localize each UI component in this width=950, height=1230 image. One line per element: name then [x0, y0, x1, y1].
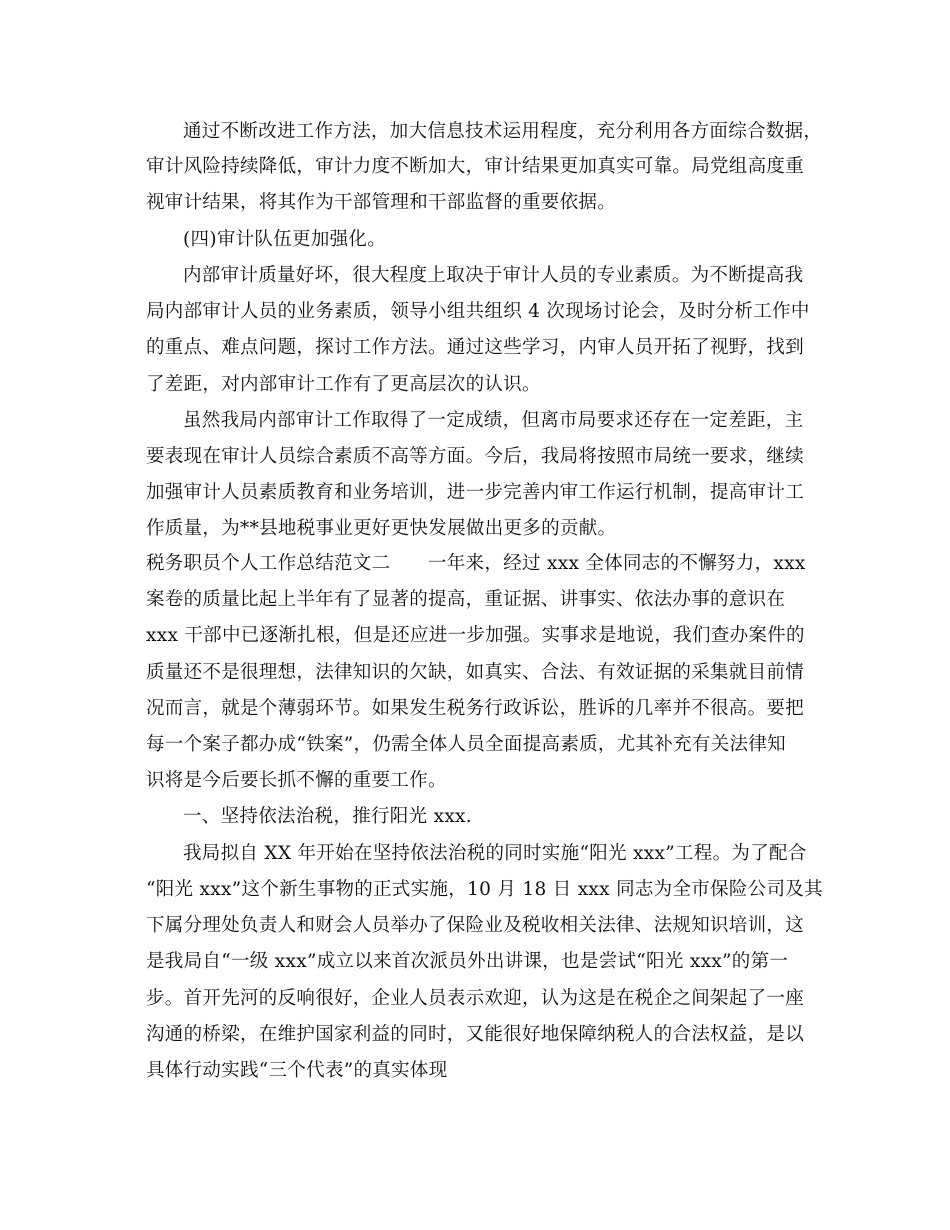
paragraph-line: 通过不断改进工作方法，加大信息技术运用程度，充分利用各方面综合数据，	[183, 121, 823, 142]
paragraph-line: 审计风险持续降低，审计力度不断加大，审计结果更加真实可靠。局党组高度重	[146, 156, 805, 177]
paragraph-line: 具体行动实践“三个代表”的真实体现	[146, 1060, 448, 1081]
paragraph-line: 况而言，就是个薄弱环节。如果发生税务行政诉讼，胜诉的几率并不很高。要把	[146, 698, 805, 719]
paragraph-line: 局内部审计人员的业务素质，领导小组共组织 4 次现场讨论会，及时分析工作中	[146, 301, 810, 322]
paragraph-line: 作质量，为**县地税事业更好更快发展做出更多的贡献。	[146, 518, 617, 539]
title-line: 税务职员个人工作总结范文二 一年来，经过 xxx 全体同志的不懈努力，xxx	[146, 553, 806, 574]
paragraph-line: 虽然我局内部审计工作取得了一定成绩，但离市局要求还存在一定差距，主	[183, 410, 804, 431]
paragraph-line: 视审计结果，将其作为干部管理和干部监督的重要依据。	[146, 192, 617, 213]
paragraph-line: 加强审计人员素质教育和业务培训，进一步完善内审工作运行机制，提高审计工	[146, 482, 805, 503]
paragraph-line: 要表现在审计人员综合素质不高等方面。今后，我局将按照市局统一要求，继续	[146, 446, 805, 467]
section-heading: (四)审计队伍更加强化。	[183, 229, 387, 250]
paragraph-line: 每一个案子都办成“铁案”，仍需全体人员全面提高素质，尤其补充有关法律知	[146, 734, 786, 755]
section-heading: 一、坚持依法治税，推行阳光 xxx.	[183, 806, 472, 827]
paragraph-line: 内部审计质量好坏，很大程度上取决于审计人员的专业素质。为不断提高我	[183, 265, 804, 286]
paragraph-line: 了差距，对内部审计工作有了更高层次的认识。	[146, 374, 541, 395]
paragraph-line: 案卷的质量比起上半年有了显著的提高，重证据、讲事实、依法办事的意识在	[146, 589, 786, 610]
paragraph-line: xxx 干部中已逐渐扎根，但是还应进一步加强。实事求是地说，我们查办案件的	[146, 625, 805, 646]
paragraph-line: 下属分理处负责人和财会人员举办了保险业及税收相关法律、法规知识培训，这	[146, 915, 805, 936]
paragraph-line: 是我局自“一级 xxx”成立以来首次派员外出讲课，也是尝试“阳光 xxx”的第一	[146, 951, 789, 972]
paragraph-line: 我局拟自 XX 年开始在坚持依法治税的同时实施“阳光 xxx”工程。为了配合	[183, 843, 807, 864]
paragraph-line: 沟通的桥梁，在维护国家利益的同时，又能很好地保障纳税人的合法权益，是以	[146, 1024, 805, 1045]
paragraph-line: “阳光 xxx”这个新生事物的正式实施，10 月 18 日 xxx 同志为全市保险公司及其	[146, 879, 823, 900]
paragraph-line: 步。首开先河的反响很好，企业人员表示欢迎，认为这是在税企之间架起了一座	[146, 988, 805, 1009]
paragraph-line: 识将是今后要长抓不懈的重要工作。	[146, 770, 447, 791]
paragraph-line: 的重点、难点问题，探讨工作方法。通过这些学习，内审人员开拓了视野，找到	[146, 337, 805, 358]
paragraph-line: 质量还不是很理想，法律知识的欠缺，如真实、合法、有效证据的采集就目前情	[146, 662, 805, 683]
